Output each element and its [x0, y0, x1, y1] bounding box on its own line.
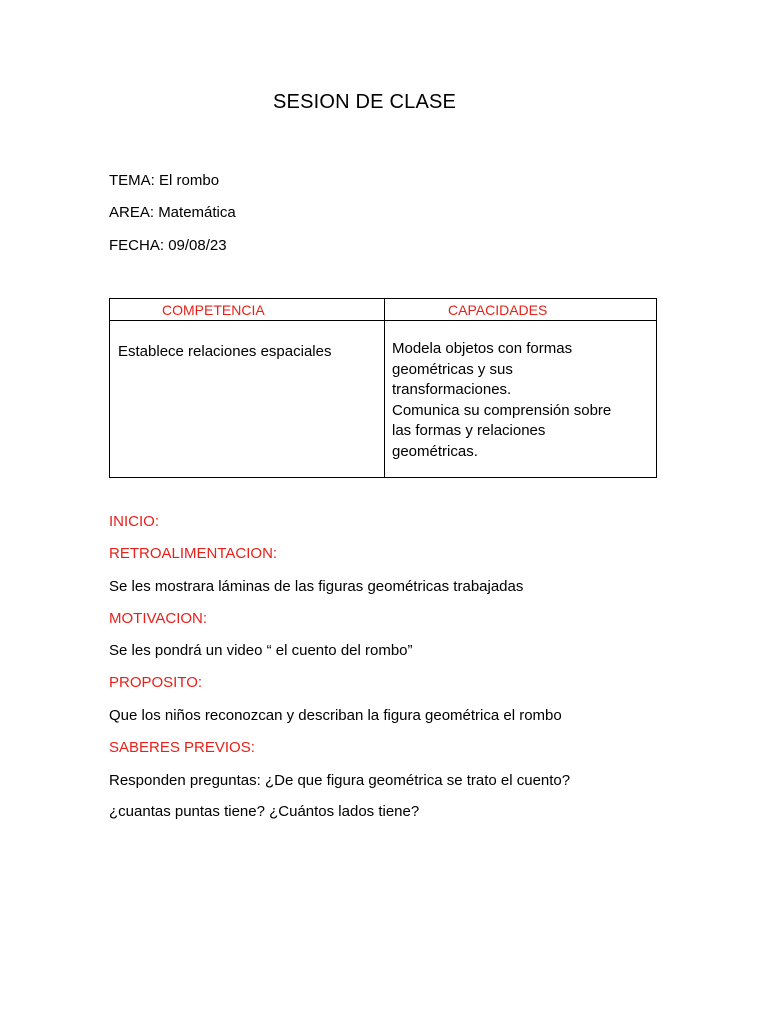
fecha-value: 09/08/23 — [168, 237, 227, 254]
capacidades-line: Modela objetos con formas — [392, 340, 573, 357]
text-saberes-previos-1: Responden preguntas: ¿De que figura geométrica se trato el cuento? — [109, 772, 571, 789]
tema-label: TEMA: — [109, 172, 155, 189]
capacidades-line: transformaciones. — [392, 381, 512, 399]
text-retroalimentacion: Se les mostrara láminas de las figuras geométricas trabajadas — [109, 578, 524, 595]
tema-value: El rombo — [159, 172, 220, 189]
text-motivacion: Se les pondrá un video “ el cuento del rombo” — [109, 642, 413, 659]
heading-motivacion: MOTIVACION: — [109, 610, 208, 627]
capacidades-line: Comunica su comprensión sobre — [392, 401, 612, 419]
area-value: Matemática — [158, 204, 236, 221]
meta-tema — [109, 172, 219, 190]
meta-area — [109, 204, 236, 222]
table-column-divider — [384, 299, 385, 477]
heading-inicio: INICIO: — [109, 513, 160, 530]
heading-retroalimentacion: RETROALIMENTACION: — [109, 545, 278, 562]
fecha-label: FECHA: — [109, 237, 165, 254]
capacidades-line: geométricas y sus — [392, 360, 513, 378]
meta-fecha — [109, 237, 227, 255]
area-label: AREA: — [109, 204, 155, 221]
table-cell-competencia: Establece relaciones espaciales — [118, 343, 332, 360]
capacidades-line: geométricas. — [392, 442, 478, 460]
table-header-capacidades: CAPACIDADES — [448, 302, 548, 318]
competencias-table — [109, 298, 657, 478]
text-saberes-previos-2: ¿cuantas puntas tiene? ¿Cuántos lados tiene? — [109, 803, 420, 820]
table-header-competencia: COMPETENCIA — [162, 302, 265, 318]
document-title: SESION DE CLASE — [273, 91, 457, 113]
heading-saberes-previos: SABERES PREVIOS: — [109, 739, 255, 756]
table-cell-capacidades — [392, 339, 654, 463]
text-proposito: Que los niños reconozcan y describan la figura geométrica el rombo — [109, 707, 562, 724]
capacidades-line: las formas y relaciones — [392, 422, 546, 440]
heading-proposito: PROPOSITO: — [109, 674, 203, 691]
table-header-divider — [110, 320, 656, 321]
